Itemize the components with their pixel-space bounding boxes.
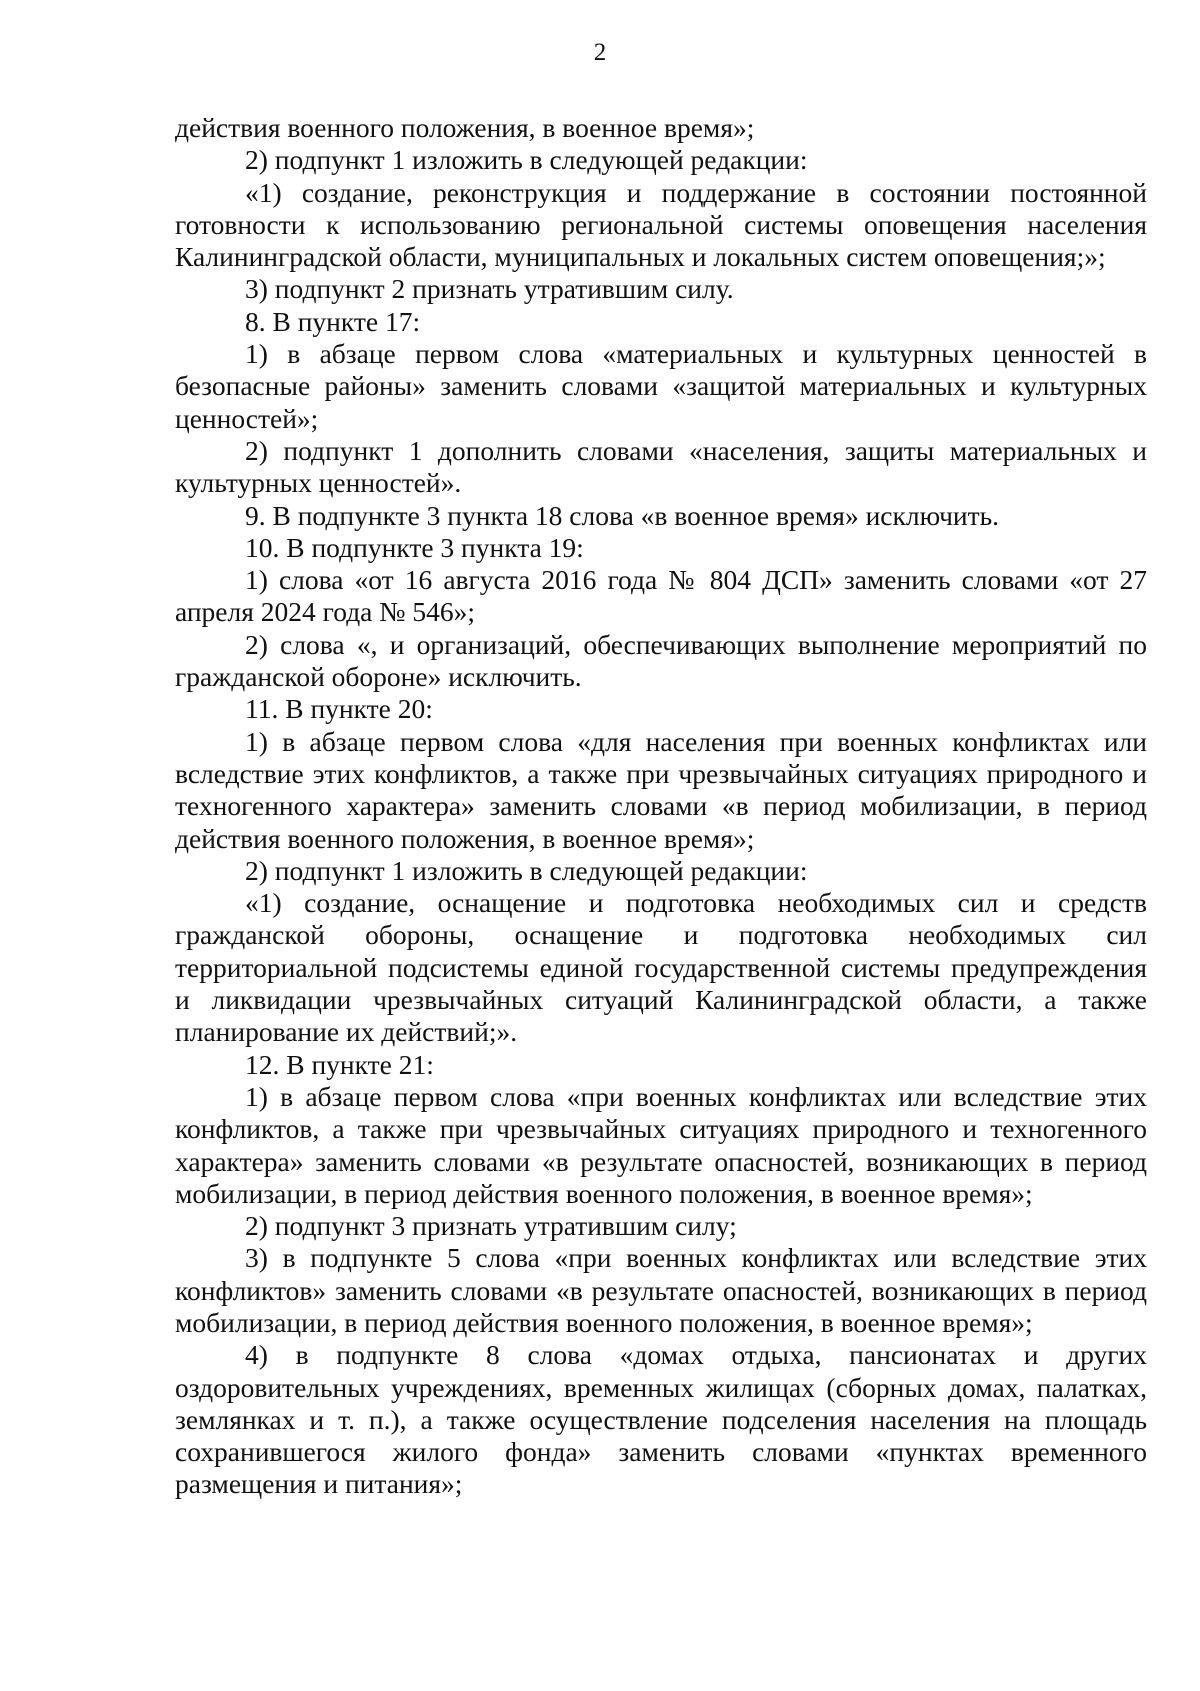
paragraph: 2) подпункт 1 изложить в следующей редакции: [245,144,808,176]
paragraph: 1) в абзаце первом слова «материальных и культурных ценностей в безопасные районы» заменить словами «защитой материальных и культурных ценностей»; [175,338,1147,434]
paragraph: 2) подпункт 1 изложить в следующей редакции: [245,854,808,886]
paragraph: 12. В пункте 21: [245,1048,434,1080]
paragraph: 2) подпункт 3 признать утратившим силу; [245,1210,737,1242]
paragraph: 3) в подпункте 5 слова «при военных конфликтах или вследствие этих конфликтов» заменить словами «в результате опасностей, возникающих в период мобилизации, в период действия военного положения, в военное время»; [175,1242,1147,1338]
paragraph: 10. В подпункте 3 пункта 19: [245,531,584,563]
paragraph: 11. В пункте 20: [245,693,433,725]
paragraph: 2) подпункт 1 дополнить словами «населения, защиты материальных и культурных ценностей». [175,434,1147,499]
page-number: 2 [593,39,607,66]
paragraph: «1) создание, реконструкция и поддержание в состоянии постоянной готовности к использованию региональной системы оповещения населения Калининградской области, муниципальных и локальных систем оповещения;»; [175,176,1147,273]
paragraph: 1) в абзаце первом слова «при военных конфликтах или вследствие этих конфликтов, а также при чрезвычайных ситуациях природного и техногенного характера» заменить словами «в результате опасностей, возникающих в период мобилизации, в период действия военного положения, в военное время»; [175,1080,1147,1209]
document-body [175,112,1147,1501]
paragraph: 1) слова «от 16 августа 2016 года № 804 ДСП» заменить словами «от 27 апреля 2024 года № 546»; [175,564,1147,628]
paragraph: 9. В подпункте 3 пункта 18 слова «в военное время» исключить. [245,499,1000,531]
paragraph: «1) создание, оснащение и подготовка необходимых сил и средств гражданской обороны, оснащение и подготовка необходимых сил территориальной подсистемы единой государственной системы предупреждения и ликвидации чрезвычайных ситуаций Калининградской области, а также планирование их действий;». [175,887,1147,1048]
paragraph: действия военного положения, в военное время»; [175,112,755,143]
paragraph: 8. В пункте 17: [245,305,421,337]
paragraph: 2) слова «, и организаций, обеспечивающих выполнение мероприятий по гражданской обороне» исключить. [175,628,1147,693]
paragraph: 3) подпункт 2 признать утратившим силу. [245,273,734,305]
paragraph: 1) в абзаце первом слова «для населения при военных конфликтах или вследствие этих конфликтов, а также при чрезвычайных ситуациях природного и техногенного характера» заменить словами «в период мобилизации, в период действия военного положения, в военное время»; [175,725,1147,854]
paragraph: 4) в подпункте 8 слова «домах отдыха, пансионатах и других оздоровительных учреждениях, временных жилищах (сборных домах, палатках, землянках и т. п.), а также осуществление подселения населения на площадь сохранившегося жилого фонда» заменить словами «пунктах временного размещения и питания»; [175,1339,1147,1500]
